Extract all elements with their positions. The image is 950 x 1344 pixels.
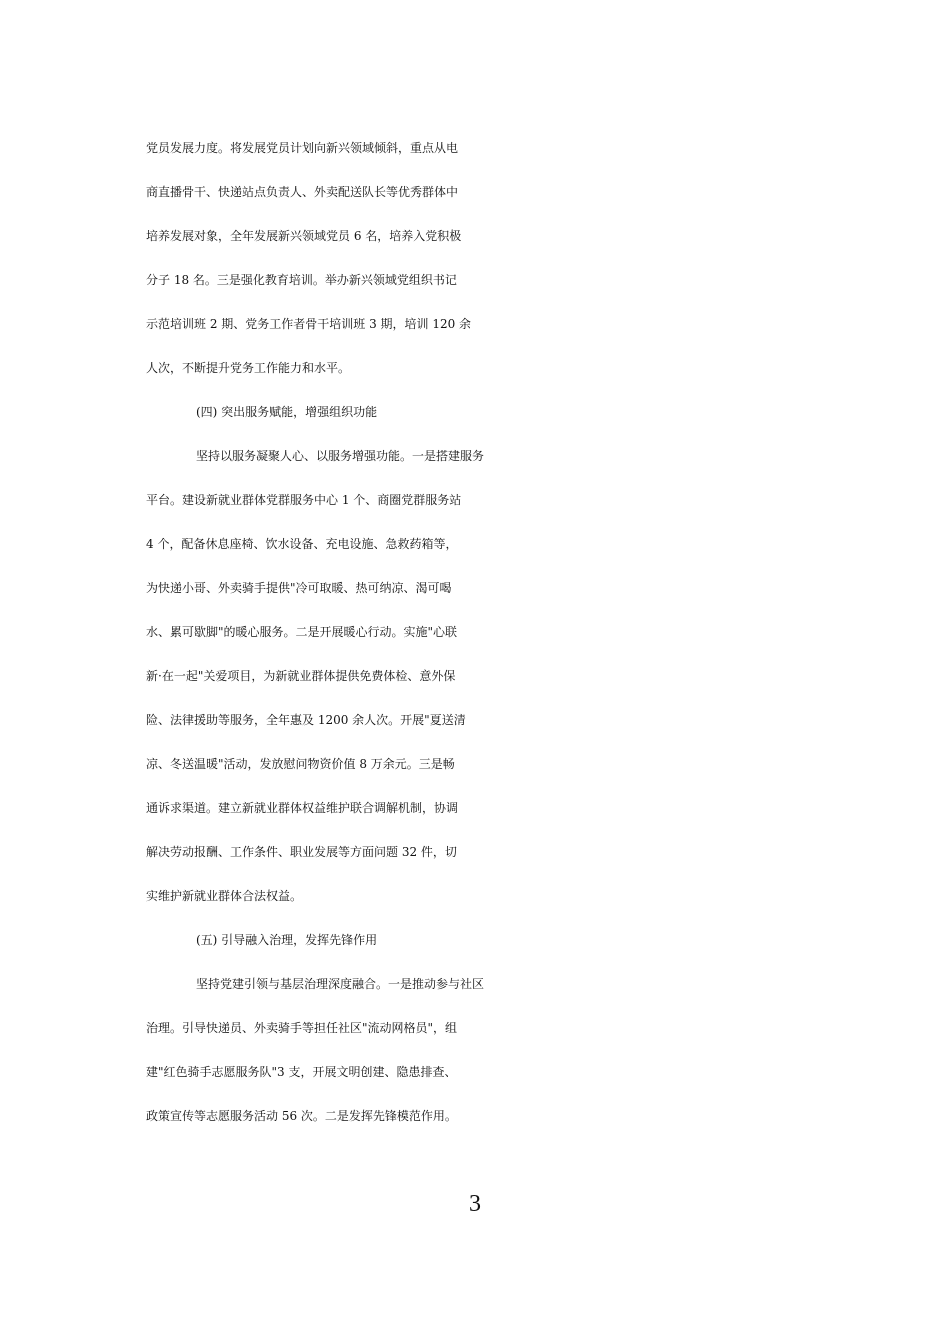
- page-number: 3: [469, 1191, 481, 1217]
- body-line: 水、累可歇脚"的暖心服务。二是开展暖心行动。实施"心联: [146, 625, 458, 639]
- body-line: 商直播骨干、快递站点负责人、外卖配送队长等优秀群体中: [146, 185, 459, 199]
- body-line: 4 个，配备休息座椅、饮水设备、充电设施、急救药箱等，: [146, 537, 458, 551]
- body-line: 治理。引导快递员、外卖骑手等担任社区"流动网格员"，组: [146, 1021, 458, 1035]
- body-line: 培养发展对象，全年发展新兴领域党员 6 名，培养入党积极: [146, 229, 462, 243]
- body-line: 新·在一起"关爱项目，为新就业群体提供免费体检、意外保: [146, 669, 456, 683]
- section-heading-4: (四) 突出服务赋能，增强组织功能: [196, 405, 378, 419]
- body-line: 险、法律援助等服务，全年惠及 1200 余人次。开展"夏送清: [146, 713, 466, 727]
- body-line: 通诉求渠道。建立新就业群体权益维护联合调解机制，协调: [146, 801, 459, 815]
- body-line: 解决劳动报酬、工作条件、职业发展等方面问题 32 件，切: [146, 845, 457, 859]
- body-line: 建"红色骑手志愿服务队"3 支，开展文明创建、隐患排查、: [146, 1065, 457, 1079]
- body-line: 凉、冬送温暖"活动，发放慰问物资价值 8 万余元。三是畅: [146, 757, 455, 771]
- body-line: 坚持党建引领与基层治理深度融合。一是推动参与社区: [196, 977, 485, 991]
- body-line: 为快递小哥、外卖骑手提供"冷可取暖、热可纳凉、渴可喝: [146, 581, 452, 595]
- body-line: 政策宣传等志愿服务活动 56 次。二是发挥先锋模范作用。: [146, 1109, 457, 1123]
- body-line: 实维护新就业群体合法权益。: [146, 889, 303, 903]
- section-heading-5: (五) 引导融入治理，发挥先锋作用: [196, 933, 378, 947]
- body-line: 分子 18 名。三是强化教育培训。举办新兴领域党组织书记: [146, 273, 457, 287]
- body-line: 示范培训班 2 期、党务工作者骨干培训班 3 期，培训 120 余: [146, 317, 472, 331]
- body-line: 人次，不断提升党务工作能力和水平。: [146, 361, 351, 375]
- body-line: 坚持以服务凝聚人心、以服务增强功能。一是搭建服务: [196, 449, 485, 463]
- body-line: 平台。建设新就业群体党群服务中心 1 个、商圈党群服务站: [146, 493, 462, 507]
- body-line: 党员发展力度。将发展党员计划向新兴领域倾斜，重点从电: [146, 141, 459, 155]
